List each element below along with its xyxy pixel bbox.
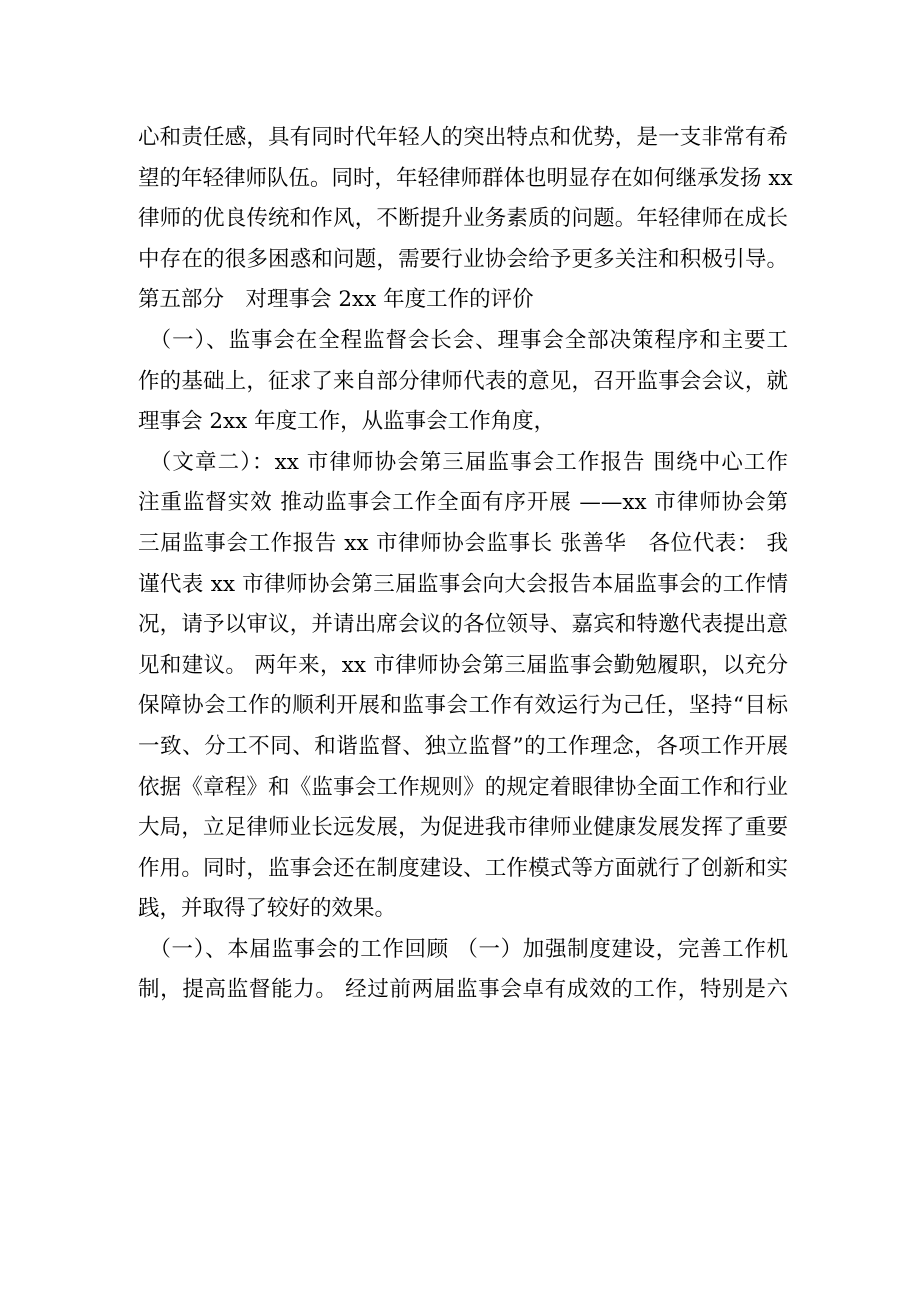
text-line: 第五部分 对理事会 2xx 年度工作的评价: [138, 287, 534, 313]
text-line: 中存在的很多困惑和问题，需要行业协会给予更多关注和积极引导。: [138, 246, 788, 272]
text-line: 心和责任感，具有同时代年轻人的突出特点和优势，是一支非常有希: [138, 125, 788, 150]
text-line: 注重监督实效 推动监事会工作全面有序开展 ——xx 市律师协会第: [138, 490, 788, 516]
text-line: 践，并取得了较好的效果。: [138, 896, 397, 922]
text-line: （文章二）：xx 市律师协会第三届监事会工作报告 围绕中心工作: [138, 449, 788, 475]
text-line: 三届监事会工作报告 xx 市律师协会监事长 张善华 各位代表： 我: [138, 530, 788, 556]
text-line: 谨代表 xx 市律师协会第三届监事会向大会报告本届监事会的工作情: [138, 571, 788, 597]
text-line: 见和建议。 两年来，xx 市律师协会第三届监事会勤勉履职，以充分: [138, 652, 788, 678]
document-body: [138, 118, 793, 1011]
text-line: 大局，立足律师业长远发展，为促进我市律师业健康发展发挥了重要: [138, 815, 788, 841]
text-line: 保障协会工作的顺利开展和监事会工作有效运行为己任，坚持“目标: [138, 693, 788, 719]
text-line: 依据《章程》和《监事会工作规则》的规定着眼律协全面工作和行业: [138, 774, 788, 800]
text-line: （一）、监事会在全程监督会长会、理事会全部决策程序和主要工: [138, 327, 788, 353]
text-line: 制，提高监督能力。 经过前两届监事会卓有成效的工作，特别是六: [138, 977, 788, 1003]
text-line: 作用。同时，监事会还在制度建设、工作模式等方面就行了创新和实: [138, 855, 788, 881]
text-line: 理事会 2xx 年度工作，从监事会工作角度，: [138, 409, 556, 435]
text-line: 况，请予以审议，并请出席会议的各位领导、嘉宾和特邀代表提出意: [138, 612, 788, 638]
text-line: 望的年轻律师队伍。同时，年轻律师群体也明显存在如何继承发扬 xx: [138, 165, 793, 191]
text-line: 律师的优良传统和作风，不断提升业务素质的问题。年轻律师在成长: [138, 206, 788, 232]
text-line: 作的基础上，征求了来自部分律师代表的意见，召开监事会会议，就: [138, 368, 788, 394]
text-line: （一）、本届监事会的工作回顾 （一）加强制度建设，完善工作机: [138, 936, 788, 962]
text-line: 一致、分工不同、和谐监督、独立监督”的工作理念，各项工作开展: [138, 733, 788, 759]
